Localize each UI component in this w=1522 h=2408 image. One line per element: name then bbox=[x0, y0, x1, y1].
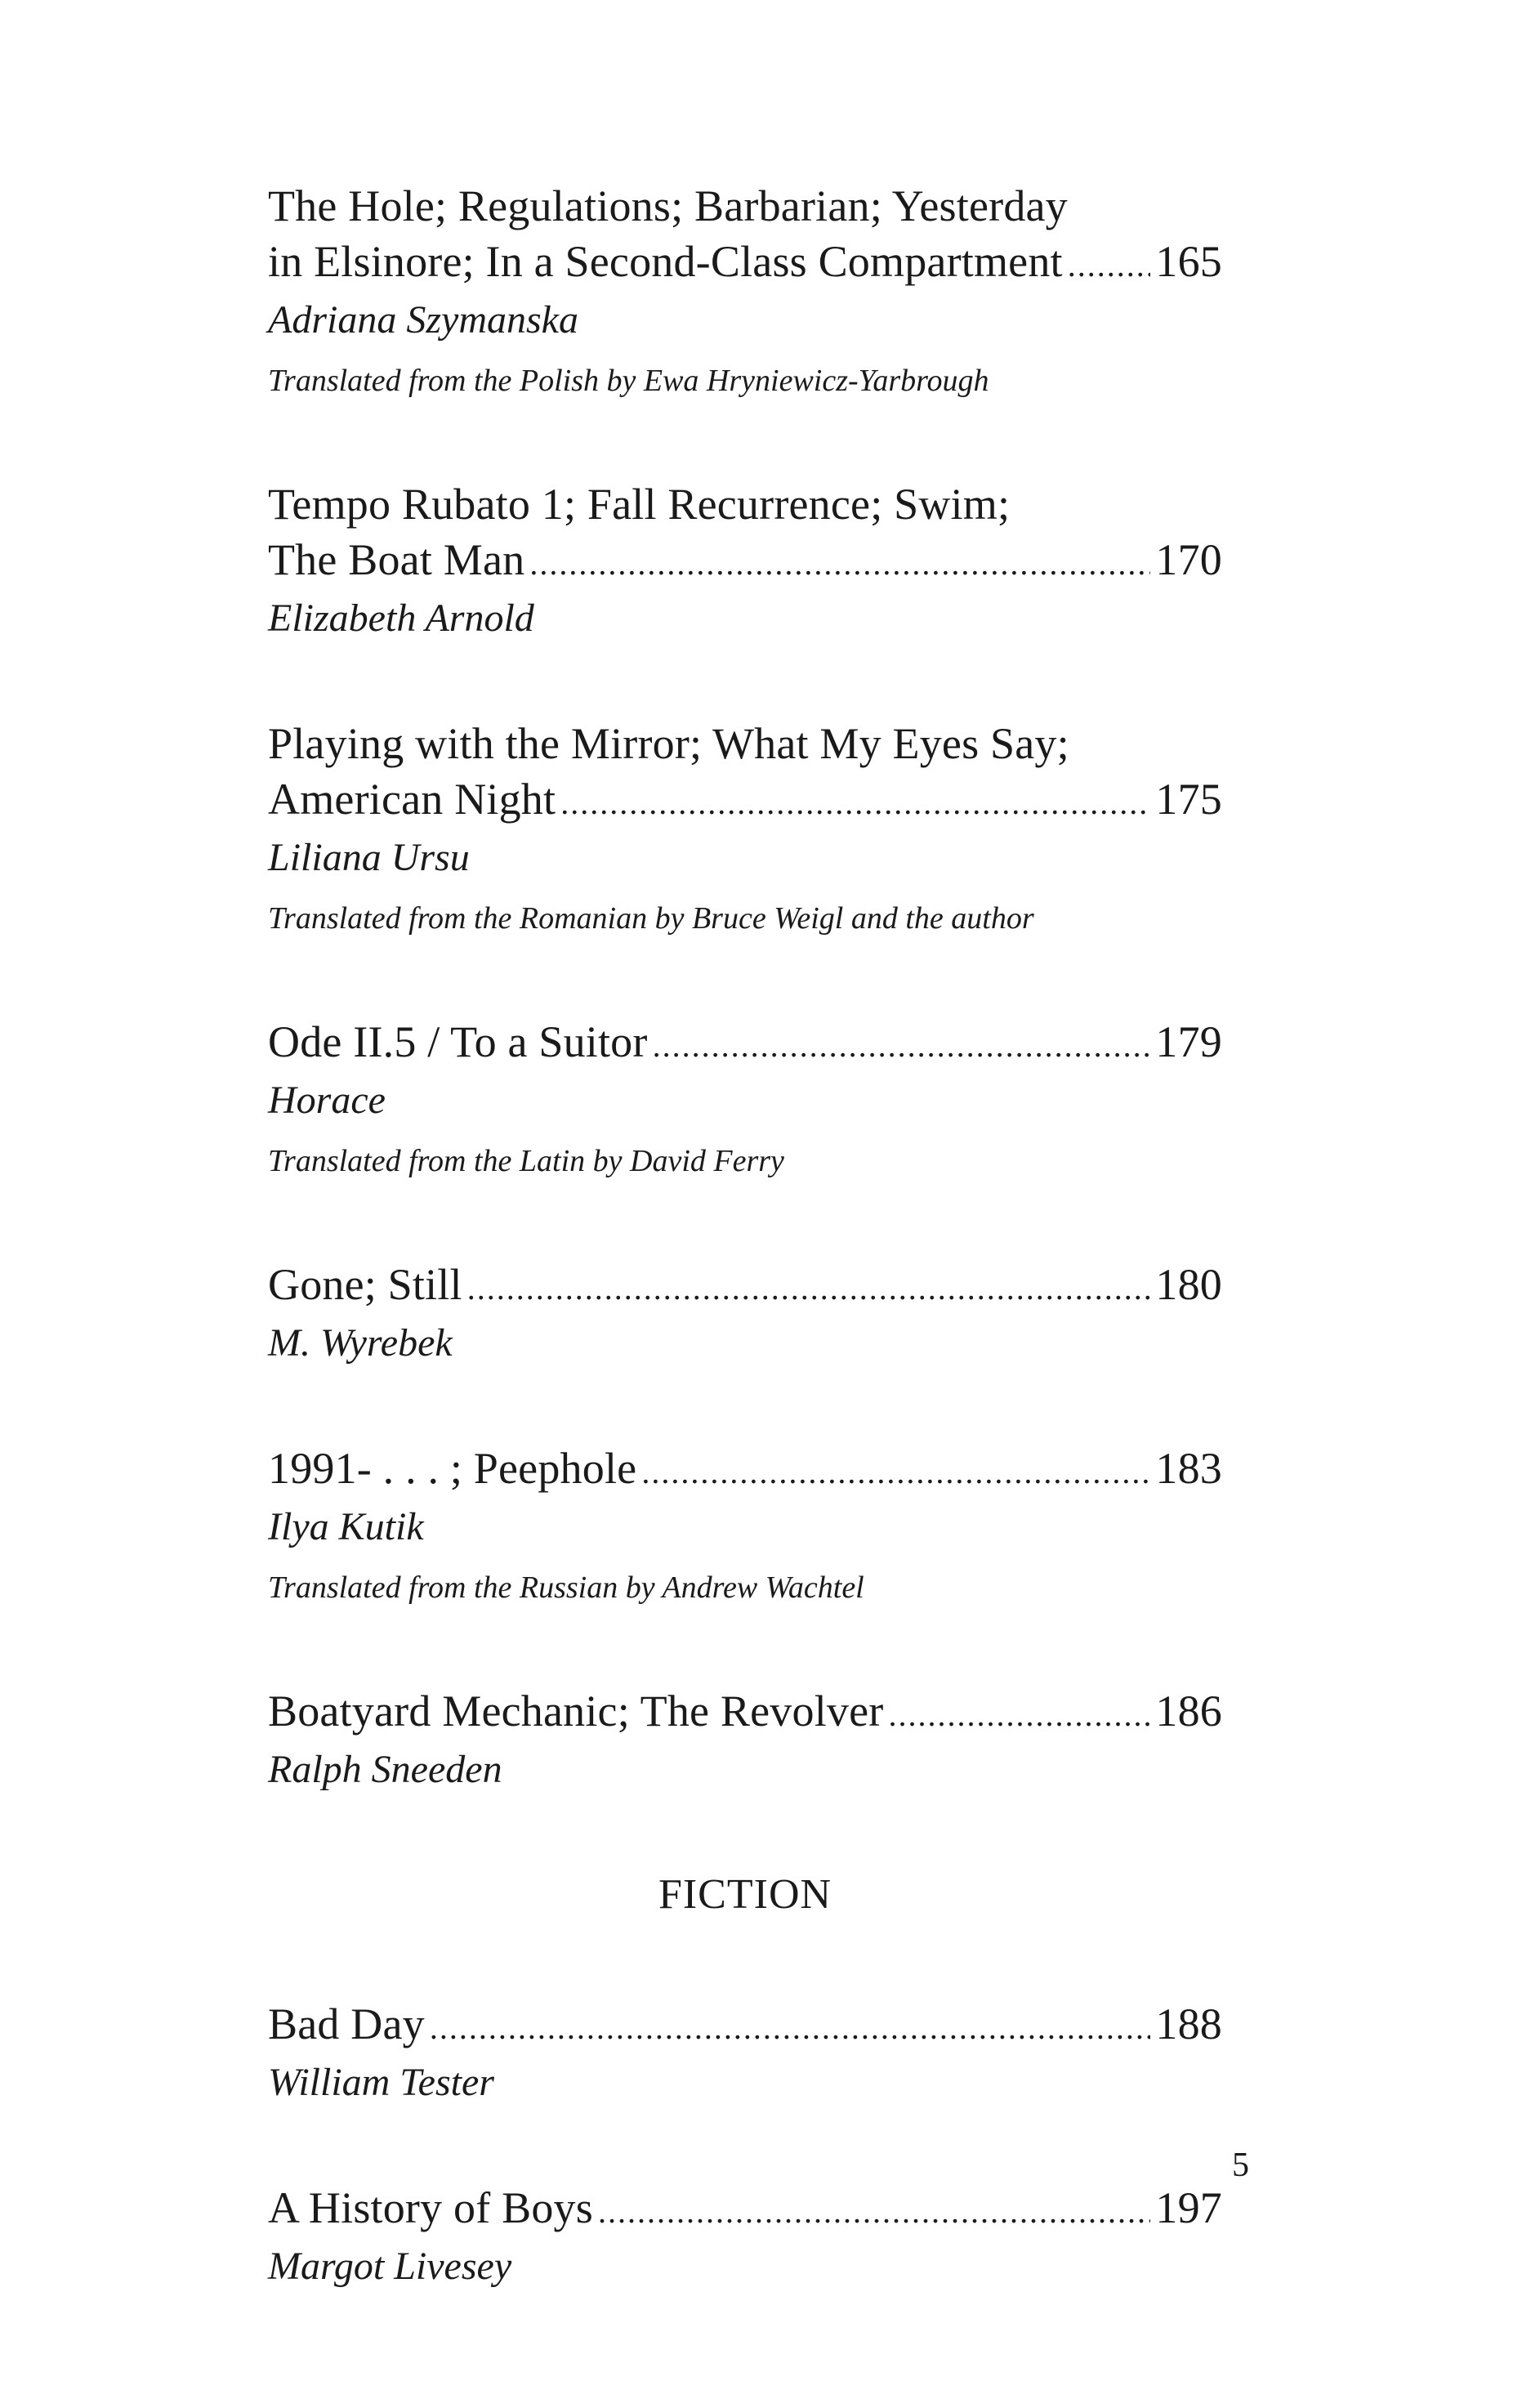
toc-entry bbox=[268, 1257, 1222, 1370]
entry-author: M. Wyrebek bbox=[268, 1321, 453, 1365]
entry-author: Adriana Szymanska bbox=[268, 298, 578, 342]
dot-leader bbox=[1068, 238, 1151, 293]
entry-title: 1991- . . . ; Peephole bbox=[268, 1444, 637, 1493]
toc-entry bbox=[268, 1683, 1222, 1797]
entry-author: Ilya Kutik bbox=[268, 1505, 424, 1548]
entry-page-number: 170 bbox=[1155, 535, 1222, 584]
entry-title-leader-line bbox=[268, 2180, 1222, 2240]
entry-title-leader-line bbox=[268, 1683, 1222, 1743]
dot-leader bbox=[467, 1261, 1151, 1316]
entry-page-number: 175 bbox=[1155, 775, 1222, 824]
dot-leader bbox=[888, 1687, 1150, 1743]
entry-title-line: The Hole; Regulations; Barbarian; Yesterday bbox=[268, 181, 1068, 230]
entry-title-leader-line bbox=[268, 771, 1222, 831]
entry-title: in Elsinore; In a Second-Class Compartment bbox=[268, 237, 1063, 286]
entry-page-number: 183 bbox=[1155, 1444, 1222, 1493]
entry-author: Ralph Sneeden bbox=[268, 1748, 502, 1791]
entry-page-number: 179 bbox=[1155, 1017, 1222, 1066]
entry-title-leader-line bbox=[268, 1257, 1222, 1316]
entry-title: Gone; Still bbox=[268, 1260, 462, 1309]
entry-title-line: Playing with the Mirror; What My Eyes Say; bbox=[268, 719, 1069, 768]
entry-page-number: 180 bbox=[1155, 1260, 1222, 1309]
toc-entry bbox=[268, 178, 1222, 406]
entry-title-leader-line bbox=[268, 1441, 1222, 1500]
entry-title: American Night bbox=[268, 775, 556, 824]
page-number: 5 bbox=[1232, 2147, 1249, 2184]
dot-leader bbox=[560, 775, 1150, 831]
entry-translator: Translated from the Polish by Ewa Hryniewicz-Yarbrough bbox=[268, 364, 989, 398]
entry-translator: Translated from the Romanian by Bruce Weigl and the author bbox=[268, 901, 1034, 936]
dot-leader bbox=[598, 2184, 1150, 2240]
entry-page-number: 197 bbox=[1155, 2183, 1222, 2232]
entry-title-leader-line bbox=[268, 1996, 1222, 2056]
entry-title: A History of Boys bbox=[268, 2183, 593, 2232]
entry-title-leader-line bbox=[268, 234, 1222, 293]
entry-page-number: 188 bbox=[1155, 1999, 1222, 2048]
entry-title: Ode II.5 / To a Suitor bbox=[268, 1017, 648, 1066]
dot-leader bbox=[653, 1018, 1151, 1074]
section-heading: FICTION bbox=[658, 1871, 832, 1918]
entry-author: Margot Livesey bbox=[268, 2245, 512, 2288]
dot-leader bbox=[529, 536, 1150, 592]
entry-title-leader-line bbox=[268, 1014, 1222, 1074]
entry-author: Liliana Ursu bbox=[268, 836, 470, 879]
dot-leader bbox=[641, 1445, 1150, 1500]
entry-author: Elizabeth Arnold bbox=[268, 596, 534, 640]
entry-translator: Translated from the Latin by David Ferry bbox=[268, 1144, 784, 1178]
entry-translator: Translated from the Russian by Andrew Wachtel bbox=[268, 1570, 864, 1605]
entry-author: Horace bbox=[268, 1079, 386, 1122]
toc-entry bbox=[268, 1441, 1222, 1613]
table-of-contents bbox=[268, 178, 1222, 2364]
toc-entry bbox=[268, 716, 1222, 944]
entry-title: Boatyard Mechanic; The Revolver bbox=[268, 1686, 884, 1736]
entry-title: Bad Day bbox=[268, 1999, 425, 2048]
dot-leader bbox=[430, 2000, 1151, 2056]
toc-entry bbox=[268, 2180, 1222, 2294]
toc-entry bbox=[268, 1996, 1222, 2110]
toc-entry bbox=[268, 1014, 1222, 1186]
entry-author: William Tester bbox=[268, 2061, 494, 2104]
entry-title-leader-line bbox=[268, 532, 1222, 592]
entry-title: The Boat Man bbox=[268, 535, 525, 584]
entry-page-number: 186 bbox=[1155, 1686, 1222, 1736]
entry-page-number: 165 bbox=[1155, 237, 1222, 286]
entry-title-line: Tempo Rubato 1; Fall Recurrence; Swim; bbox=[268, 480, 1011, 529]
toc-entry bbox=[268, 476, 1222, 646]
